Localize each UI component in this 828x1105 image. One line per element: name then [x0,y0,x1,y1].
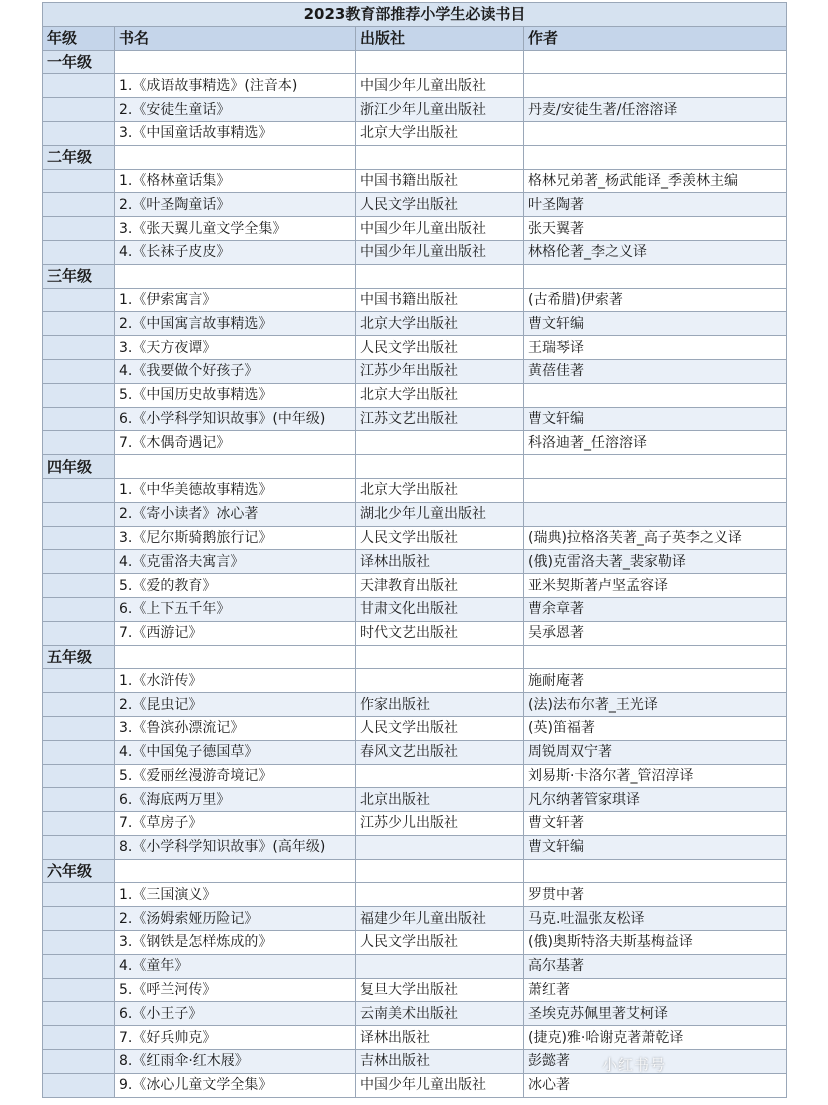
table-row [43,217,787,241]
table-row [43,193,787,217]
empty-cell [115,145,356,169]
grade-spacer-cell [43,193,115,217]
book-title-cell: 2.《中国寓言故事精选》 [115,312,356,336]
book-title-cell: 2.《叶圣陶童话》 [115,193,356,217]
reading-list-sheet [42,2,786,1098]
grade-spacer-cell [43,550,115,574]
publisher-cell: 江苏文艺出版社 [356,407,524,431]
author-cell: (瑞典)拉格洛芙著_高子英李之义译 [524,526,787,550]
publisher-cell: 译林出版社 [356,1026,524,1050]
book-title-cell: 5.《呼兰河传》 [115,978,356,1002]
grade-spacer-cell [43,312,115,336]
book-title-cell: 1.《成语故事精选》(注音本) [115,74,356,98]
table-row [43,407,787,431]
book-title-cell: 3.《张天翼儿童文学全集》 [115,217,356,241]
grade-spacer-cell [43,1002,115,1026]
book-title-cell: 6.《海底两万里》 [115,788,356,812]
book-title-cell: 3.《尼尔斯骑鹅旅行记》 [115,526,356,550]
grade-row [43,859,787,883]
grade-spacer-cell [43,788,115,812]
book-title-cell: 1.《水浒传》 [115,669,356,693]
author-cell: 曹文轩著 [524,812,787,836]
publisher-cell: 中国少年儿童出版社 [356,217,524,241]
book-title-cell: 1.《中华美德故事精选》 [115,478,356,502]
grade-spacer-cell [43,812,115,836]
grade-row [43,645,787,669]
book-title-cell: 7.《好兵帅克》 [115,1026,356,1050]
author-cell: 冰心著 [524,1073,787,1097]
table-row [43,526,787,550]
author-cell: (俄)奥斯特洛夫斯基梅益译 [524,931,787,955]
empty-cell [356,455,524,479]
publisher-cell: 浙江少年儿童出版社 [356,98,524,122]
author-cell: 叶圣陶著 [524,193,787,217]
author-cell: 彭懿著 [524,1050,787,1074]
empty-cell [356,145,524,169]
empty-cell [524,145,787,169]
header-grade: 年级 [43,26,115,50]
author-cell: 高尔基著 [524,954,787,978]
author-cell [524,502,787,526]
book-title-cell: 9.《冰心儿童文学全集》 [115,1073,356,1097]
publisher-cell: 时代文艺出版社 [356,621,524,645]
table-row [43,478,787,502]
header-publisher: 出版社 [356,26,524,50]
table-row [43,121,787,145]
grade-spacer-cell [43,883,115,907]
publisher-cell: 人民文学出版社 [356,526,524,550]
book-title-cell: 8.《红雨伞·红木屐》 [115,1050,356,1074]
table-row [43,621,787,645]
publisher-cell: 北京大学出版社 [356,383,524,407]
table-row [43,502,787,526]
publisher-cell: 复旦大学出版社 [356,978,524,1002]
empty-cell [524,264,787,288]
author-cell: 马克.吐温张友松译 [524,907,787,931]
publisher-cell: 译林出版社 [356,550,524,574]
book-title-cell: 3.《天方夜谭》 [115,336,356,360]
grade-spacer-cell [43,502,115,526]
grade-spacer-cell [43,526,115,550]
watermark: 小红书号 [602,1056,667,1074]
grade-spacer-cell [43,764,115,788]
publisher-cell [356,764,524,788]
publisher-cell [356,883,524,907]
publisher-cell: 吉林出版社 [356,1050,524,1074]
publisher-cell: 江苏少儿出版社 [356,812,524,836]
empty-cell [115,645,356,669]
publisher-cell: 人民文学出版社 [356,716,524,740]
author-cell: 吴承恩著 [524,621,787,645]
book-title-cell: 3.《中国童话故事精选》 [115,121,356,145]
table-row [43,669,787,693]
book-title-cell: 1.《三国演义》 [115,883,356,907]
author-cell: (古希腊)伊索著 [524,288,787,312]
publisher-cell: 甘肃文化出版社 [356,597,524,621]
book-title-cell: 4.《中国兔子德国草》 [115,740,356,764]
publisher-cell: 人民文学出版社 [356,336,524,360]
empty-cell [524,455,787,479]
book-title-cell: 6.《上下五千年》 [115,597,356,621]
publisher-cell: 北京大学出版社 [356,121,524,145]
publisher-cell: 春风文艺出版社 [356,740,524,764]
grade-spacer-cell [43,383,115,407]
grade-spacer-cell [43,74,115,98]
author-cell: 林格伦著_李之义译 [524,240,787,264]
author-cell: 曹文轩编 [524,835,787,859]
book-title-cell: 4.《童年》 [115,954,356,978]
publisher-cell [356,835,524,859]
book-title-cell: 3.《鲁滨孙漂流记》 [115,716,356,740]
author-cell: 施耐庵著 [524,669,787,693]
publisher-cell: 北京大学出版社 [356,478,524,502]
author-cell: (捷克)雅·哈谢克著萧乾译 [524,1026,787,1050]
book-title-cell: 5.《爱的教育》 [115,574,356,598]
publisher-cell: 江苏少年出版社 [356,359,524,383]
table-row [43,883,787,907]
publisher-cell: 天津教育出版社 [356,574,524,598]
grade-spacer-cell [43,431,115,455]
grade-label: 六年级 [43,859,115,883]
grade-spacer-cell [43,621,115,645]
book-list-table [42,2,787,1098]
grade-spacer-cell [43,954,115,978]
empty-cell [115,264,356,288]
grade-spacer-cell [43,217,115,241]
publisher-cell: 福建少年儿童出版社 [356,907,524,931]
table-row [43,431,787,455]
publisher-cell: 中国少年儿童出版社 [356,240,524,264]
author-cell: 萧红著 [524,978,787,1002]
table-row [43,693,787,717]
author-cell [524,74,787,98]
empty-cell [524,859,787,883]
grade-label: 三年级 [43,264,115,288]
title-row [43,3,787,27]
grade-spacer-cell [43,336,115,360]
empty-cell [356,859,524,883]
grade-spacer-cell [43,478,115,502]
grade-row [43,50,787,74]
header-row [43,26,787,50]
publisher-cell: 人民文学出版社 [356,193,524,217]
grade-spacer-cell [43,740,115,764]
grade-label: 一年级 [43,50,115,74]
empty-cell [115,859,356,883]
book-title-cell: 1.《格林童话集》 [115,169,356,193]
book-title-cell: 4.《长袜子皮皮》 [115,240,356,264]
grade-spacer-cell [43,169,115,193]
grade-label: 二年级 [43,145,115,169]
book-title-cell: 3.《钢铁是怎样炼成的》 [115,931,356,955]
author-cell: 凡尔纳著管家琪译 [524,788,787,812]
publisher-cell: 云南美术出版社 [356,1002,524,1026]
table-row [43,574,787,598]
grade-label: 四年级 [43,455,115,479]
author-cell: 圣埃克苏佩里著艾柯译 [524,1002,787,1026]
header-book: 书名 [115,26,356,50]
grade-row [43,455,787,479]
header-author: 作者 [524,26,787,50]
table-row [43,1026,787,1050]
author-cell: 张天翼著 [524,217,787,241]
book-title-cell: 7.《木偶奇遇记》 [115,431,356,455]
table-title: 2023教育部推荐小学生必读书目 [43,3,787,27]
empty-cell [115,50,356,74]
table-row [43,359,787,383]
table-row [43,978,787,1002]
author-cell: 王瑞琴译 [524,336,787,360]
book-title-cell: 5.《中国历史故事精选》 [115,383,356,407]
grade-spacer-cell [43,931,115,955]
grade-row [43,264,787,288]
publisher-cell: 中国少年儿童出版社 [356,74,524,98]
table-row [43,931,787,955]
grade-spacer-cell [43,359,115,383]
author-cell: 亚米契斯著卢坚孟容译 [524,574,787,598]
empty-cell [524,645,787,669]
table-row [43,1002,787,1026]
empty-cell [524,50,787,74]
table-row [43,716,787,740]
table-row [43,835,787,859]
book-title-cell: 2.《昆虫记》 [115,693,356,717]
grade-spacer-cell [43,121,115,145]
author-cell: (法)法布尔著_王光译 [524,693,787,717]
book-title-cell: 2.《汤姆索娅历险记》 [115,907,356,931]
table-row [43,812,787,836]
publisher-cell: 人民文学出版社 [356,931,524,955]
table-row [43,240,787,264]
table-row [43,740,787,764]
grade-spacer-cell [43,669,115,693]
publisher-cell: 北京出版社 [356,788,524,812]
empty-cell [356,645,524,669]
grade-spacer-cell [43,1026,115,1050]
grade-spacer-cell [43,1073,115,1097]
publisher-cell [356,431,524,455]
author-cell: 刘易斯·卡洛尔著_管沼淳译 [524,764,787,788]
author-cell: (俄)克雷洛夫著_裴家勒译 [524,550,787,574]
grade-spacer-cell [43,693,115,717]
author-cell: 曹余章著 [524,597,787,621]
book-title-cell: 4.《我要做个好孩子》 [115,359,356,383]
book-title-cell: 6.《小王子》 [115,1002,356,1026]
author-cell: 曹文轩编 [524,407,787,431]
book-title-cell: 4.《克雷洛夫寓言》 [115,550,356,574]
book-title-cell: 7.《西游记》 [115,621,356,645]
grade-spacer-cell [43,240,115,264]
table-row [43,312,787,336]
author-cell: 格林兄弟著_杨武能译_季羡林主编 [524,169,787,193]
grade-spacer-cell [43,716,115,740]
book-title-cell: 7.《草房子》 [115,812,356,836]
publisher-cell [356,669,524,693]
publisher-cell: 湖北少年儿童出版社 [356,502,524,526]
publisher-cell: 中国书籍出版社 [356,169,524,193]
book-title-cell: 6.《小学科学知识故事》(中年级) [115,407,356,431]
grade-spacer-cell [43,288,115,312]
author-cell: (英)笛福著 [524,716,787,740]
publisher-cell: 中国少年儿童出版社 [356,1073,524,1097]
table-row [43,788,787,812]
empty-cell [356,50,524,74]
book-title-cell: 8.《小学科学知识故事》(高年级) [115,835,356,859]
author-cell: 黄蓓佳著 [524,359,787,383]
grade-spacer-cell [43,1050,115,1074]
author-cell: 罗贯中著 [524,883,787,907]
table-row [43,336,787,360]
publisher-cell [356,954,524,978]
table-row [43,1073,787,1097]
book-title-cell: 1.《伊索寓言》 [115,288,356,312]
table-row [43,1050,787,1074]
grade-spacer-cell [43,574,115,598]
grade-spacer-cell [43,907,115,931]
grade-spacer-cell [43,978,115,1002]
publisher-cell: 作家出版社 [356,693,524,717]
grade-row [43,145,787,169]
book-title-cell: 2.《安徒生童话》 [115,98,356,122]
table-row [43,954,787,978]
grade-spacer-cell [43,407,115,431]
table-row [43,907,787,931]
table-row [43,550,787,574]
table-row [43,169,787,193]
publisher-cell: 北京大学出版社 [356,312,524,336]
empty-cell [115,455,356,479]
grade-spacer-cell [43,98,115,122]
table-row [43,288,787,312]
author-cell [524,121,787,145]
empty-cell [356,264,524,288]
author-cell: 丹麦/安徒生著/任溶溶译 [524,98,787,122]
author-cell: 科洛迪著_任溶溶译 [524,431,787,455]
author-cell [524,383,787,407]
author-cell: 周锐周双宁著 [524,740,787,764]
table-row [43,764,787,788]
book-title-cell: 2.《寄小读者》冰心著 [115,502,356,526]
book-title-cell: 5.《爱丽丝漫游奇境记》 [115,764,356,788]
grade-label: 五年级 [43,645,115,669]
author-cell: 曹文轩编 [524,312,787,336]
grade-spacer-cell [43,835,115,859]
table-row [43,383,787,407]
table-row [43,74,787,98]
grade-spacer-cell [43,597,115,621]
table-row [43,98,787,122]
table-row [43,597,787,621]
publisher-cell: 中国书籍出版社 [356,288,524,312]
author-cell [524,478,787,502]
